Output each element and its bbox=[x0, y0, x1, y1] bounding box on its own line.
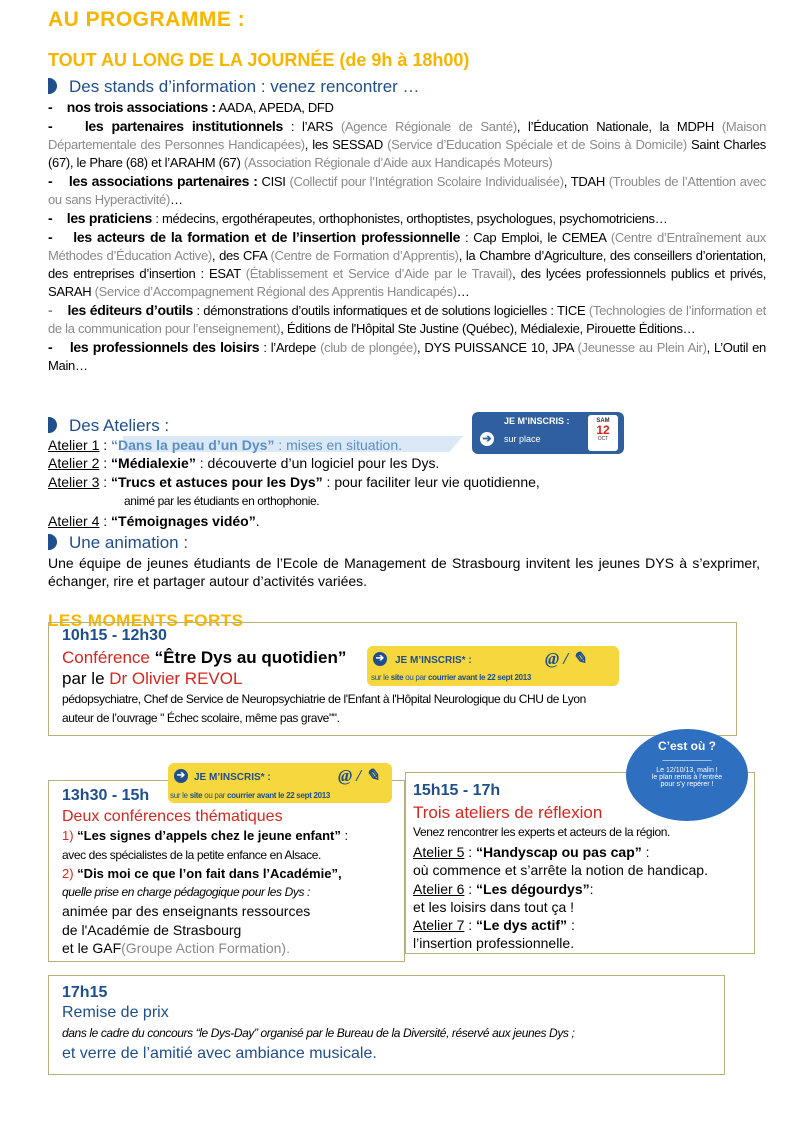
trois-intro: Venez rencontrer les experts et acteurs de la région. bbox=[413, 825, 670, 839]
deux-conf-2-line2: quelle prise en charge pédagogique pour les Dys : bbox=[62, 885, 310, 899]
bullet-icon bbox=[48, 534, 57, 550]
prix-line2: et verre de l’amitié avec ambiance musicale. bbox=[62, 1045, 377, 1062]
deux-title: Deux conférences thématiques bbox=[62, 808, 283, 825]
stand-item: - les partenaires institutionnels : l’ARS (Agence Régionale de Santé), l’Éducation Nationale, la MDPH (Maison Départementale des Personnes Handicapées), les SESSAD (Service d’Education Spéciale et de Soins à Domicile) Saint Charles (67), le Phare (68) et l’ARAHM (67) (Association Régionale d’Aide aux Handicapés Moteurs) bbox=[48, 118, 766, 170]
stand-item: - nos trois associations : AADA, APEDA, DFD bbox=[48, 99, 334, 115]
deux-time: 13h30 - 15h bbox=[62, 787, 150, 804]
conference-time: 10h15 - 12h30 bbox=[62, 627, 167, 644]
page-title: AU PROGRAMME : bbox=[48, 8, 246, 31]
prix-time: 17h15 bbox=[62, 984, 108, 1001]
register-onsite-text: sur place bbox=[504, 434, 541, 444]
atelier-6: Atelier 6 : “Les dégourdys”: bbox=[413, 881, 594, 897]
web-mail-icon: @ / ✎ bbox=[338, 766, 380, 785]
prix-line: dans le cadre du concours “le Dys-Day” organisé par le Bureau de la Diversité, réservé aux jeunes Dys ; bbox=[62, 1026, 575, 1040]
conference-speaker-title: pédopsychiatre, Chef de Service de Neuropsychiatrie de l'Enfant à l'Hôpital Neurologique du CHU de Lyon bbox=[62, 692, 586, 706]
atelier-3: Atelier 3 : “Trucs et astuces pour les Dys” : pour faciliter leur vie quotidienne, bbox=[48, 474, 540, 490]
atelier-6-line2: et les loisirs dans tout ça ! bbox=[413, 899, 575, 915]
atelier-1: Atelier 1 : “Dans la peau d’un Dys” : mises en situation. bbox=[48, 437, 403, 453]
calendar-bottom: OCT bbox=[597, 436, 609, 442]
stand-item: - les acteurs de la formation et de l’insertion professionnelle : Cap Emploi, le CEMEA (Centre d’Entraînement aux Méthodes d’Éducation Active), des CFA (Centre de Formation d’Apprentis), la Chambre d’Agriculture, des conseillers d’orientation, des entreprises d’insertion : ESAT (Établissement et Service d’Aide par le Travail), des lycées professionnels publics et privés, SARAH (Service d’Accompagnement Régional des Apprentis Handicapés)… bbox=[48, 229, 767, 299]
bubble-text-2: le plan remis à l’entrée bbox=[651, 774, 723, 781]
deux-conf-2: 2) “Dis moi ce que l’on fait dans l’Académie”, bbox=[62, 866, 342, 881]
calendar-month: SAM bbox=[596, 418, 610, 424]
register-label: JE M’INSCRIS* : bbox=[194, 772, 271, 783]
deux-conf-1: 1) “Les signes d’appels chez le jeune enfant” : bbox=[62, 828, 349, 843]
moments-title: LES MOMENTS FORTS bbox=[48, 611, 244, 630]
conference-speaker: par le Dr Olivier REVOL bbox=[62, 669, 243, 688]
atelier-3-line2: animé par les étudiants en orthophonie. bbox=[124, 494, 320, 508]
stand-item: - les associations partenaires : CISI (Collectif pour l’Intégration Scolaire Individualisée), TDAH (Troubles de l’Attention avec ou sans Hyperactivité)… bbox=[48, 173, 766, 207]
conference-book: auteur de l’ouvrage " Échec scolaire, même pas grave"". bbox=[62, 711, 340, 725]
atelier-7-line2: l’insertion professionnelle. bbox=[413, 935, 575, 951]
web-mail-icon: @ / ✎ bbox=[545, 649, 587, 668]
bullet-icon bbox=[48, 78, 57, 94]
section-subtitle: TOUT AU LONG DE LA JOURNÉE (de 9h à 18h00) bbox=[48, 50, 470, 70]
bubble-title: C’est où ? bbox=[657, 739, 716, 753]
deux-line4: animée par des enseignants ressources bbox=[62, 903, 311, 919]
register-details: sur le site ou par courrier avant le 22 sept 2013 bbox=[170, 791, 331, 800]
bubble-text-1: Le 12/10/13, malin ! bbox=[656, 767, 718, 774]
bullet-icon bbox=[48, 417, 57, 433]
atelier-7: Atelier 7 : “Le dys actif” : bbox=[413, 917, 575, 933]
register-label: JE M’INSCRIS* : bbox=[395, 655, 472, 666]
atelier-5-line2: où commence et s’arrête la notion de handicap. bbox=[413, 862, 708, 878]
atelier-4: Atelier 4 : “Témoignages vidéo”. bbox=[48, 513, 260, 529]
calendar-day: 12 bbox=[596, 423, 610, 437]
bubble-divider: ___________ bbox=[662, 752, 712, 761]
bubble-text-3: pour s’y repérer ! bbox=[660, 781, 714, 788]
ateliers-heading: Des Ateliers : bbox=[48, 416, 169, 436]
conference-title: Conférence “Être Dys au quotidien” bbox=[62, 648, 347, 667]
trois-title: Trois ateliers de réflexion bbox=[413, 803, 603, 822]
stand-item: - les praticiens : médecins, ergothérapeutes, orthophonistes, orthoptistes, psychologues, psychomotriciens… bbox=[48, 210, 668, 226]
location-bubble bbox=[626, 729, 748, 821]
register-label: JE M’INSCRIS : bbox=[504, 416, 570, 426]
trois-time: 15h15 - 17h bbox=[413, 782, 501, 799]
stands-heading: Des stands d’information : venez rencontrer … bbox=[48, 77, 420, 97]
animation-heading: Une animation : bbox=[48, 533, 188, 553]
atelier-5: Atelier 5 : “Handyscap ou pas cap” : bbox=[413, 844, 650, 860]
animation-text: Une équipe de jeunes étudiants de l’Ecole de Management de Strasbourg invitent les jeunes DYS à s’exprimer, échanger, rire et partager autour d’activités variées. bbox=[48, 555, 760, 589]
register-onsite-tag[interactable] bbox=[472, 412, 624, 454]
prix-title: Remise de prix bbox=[62, 1004, 169, 1021]
atelier-2: Atelier 2 : “Médialexie” : découverte d’un logiciel pour les Dys. bbox=[48, 455, 440, 471]
arrow-right-icon: ➔ bbox=[373, 652, 387, 666]
deux-line5: de l'Académie de Strasbourg bbox=[62, 922, 242, 938]
stands-list bbox=[48, 98, 766, 375]
register-details: sur le site ou par courrier avant le 22 sept 2013 bbox=[371, 673, 532, 682]
stand-item: - les éditeurs d’outils : démonstrations d’outils informatiques et de solutions logicielles : TICE (Technologies de l’information et de la communication pour l’enseignement), Éditions de l'Hôpital Ste Justine (Québec), Médialexie, Pirouette Éditions… bbox=[48, 302, 766, 336]
register-web-tag[interactable] bbox=[367, 646, 619, 686]
arrow-right-icon: ➔ bbox=[480, 432, 494, 446]
calendar-icon bbox=[588, 415, 618, 451]
register-web-tag-2[interactable] bbox=[168, 763, 392, 803]
arrow-right-icon: ➔ bbox=[174, 769, 188, 783]
deux-line6: et le GAF(Groupe Action Formation). bbox=[62, 940, 290, 956]
stand-item: - les professionnels des loisirs : l’Ardepe (club de plongée), DYS PUISSANCE 10, JPA (Jeunesse au Plein Air), L’Outil en Main… bbox=[48, 339, 766, 373]
deux-conf-1-line2: avec des spécialistes de la petite enfance en Alsace. bbox=[62, 848, 321, 862]
